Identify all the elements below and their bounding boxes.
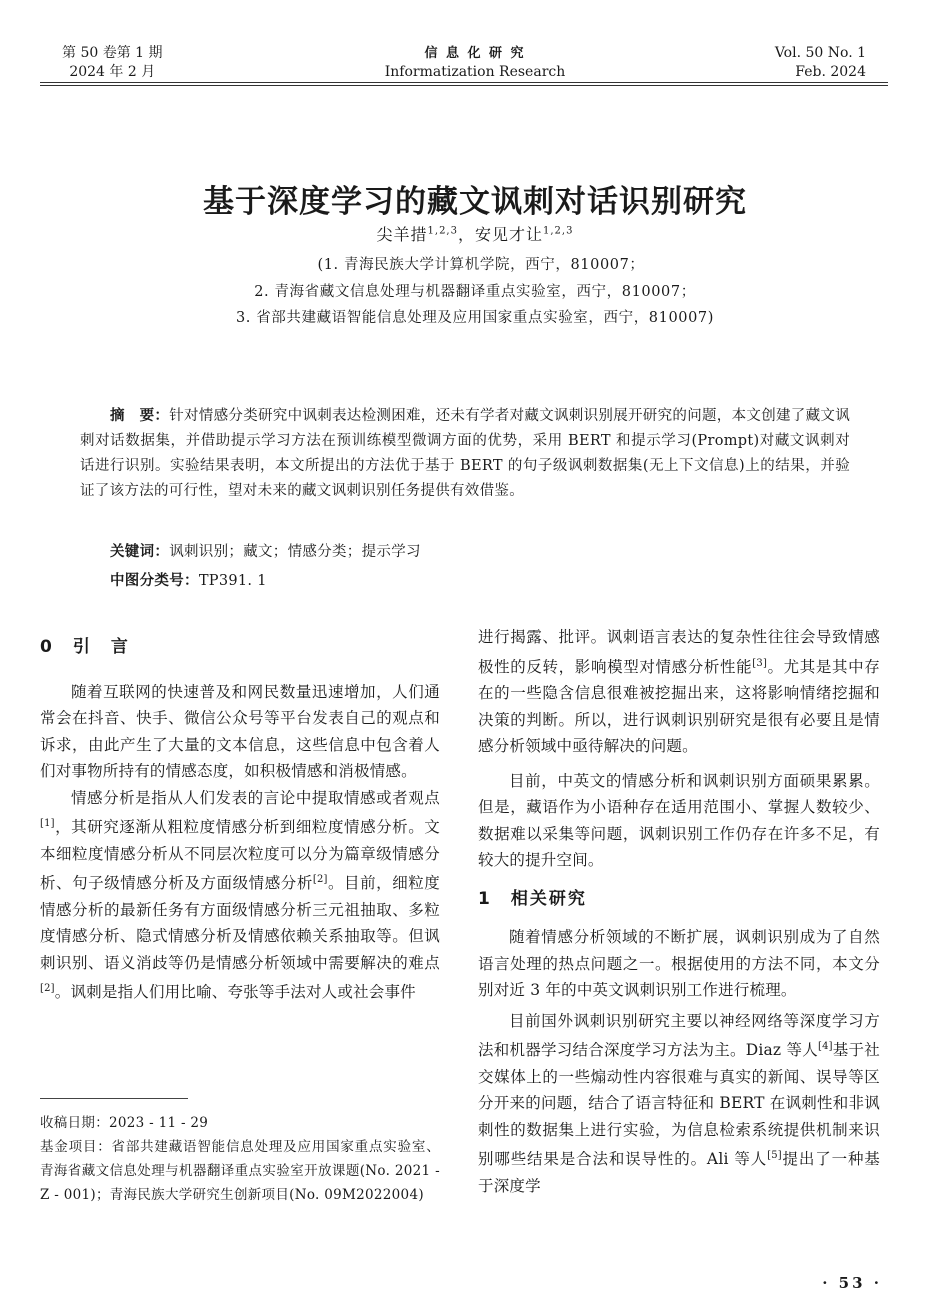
author-affil-sup: 1,2,3	[543, 225, 574, 237]
classification-label: 中图分类号：	[110, 573, 199, 589]
citation-ref-2b[interactable]: [2]	[40, 983, 55, 995]
header-volume-cn-text: 第 50 卷第 1 期	[62, 45, 163, 61]
paper-title: 基于深度学习的藏文讽刺对话识别研究	[203, 184, 747, 220]
footnote-fund: 基金项目：省部共建藏语智能信息处理及应用国家重点实验室、青海省藏文信息处理与机器翻译重点实验室开放课题(No. 2021 - Z - 001)；青海民族大学研究生创新项目(No. 09M2022004)	[40, 1139, 440, 1203]
classification-text: TP391. 1	[198, 573, 267, 589]
section-1-title: 1 相关研究	[478, 888, 587, 909]
left-column	[40, 634, 440, 1006]
header-date-en-text: Feb. 2024	[795, 64, 866, 80]
citation-ref-3[interactable]: [3]	[752, 657, 768, 669]
author-affil-sup: 1,2,3	[427, 225, 458, 237]
right-column	[478, 624, 880, 1199]
right-p0-a: 进行揭露、批评。讽刺语言表达的复杂性往往会导致情感极性的反转，影响模型对情感分析性能	[478, 628, 880, 676]
related-paragraph-1: 随着情感分析领域的不断扩展，讽刺识别成为了自然语言处理的热点问题之一。根据使用的方法不同，本文分别对近 3 年的中英文讽刺识别工作进行梳理。	[478, 928, 880, 1000]
author-separator: ，	[457, 225, 475, 244]
related-p2-c: 提出了一种基于深度学	[478, 1150, 881, 1195]
intro-p2-d: 。讽刺是指人们用比喻、夸张等手法对人或社会事件	[54, 983, 416, 1002]
right-paragraph-1: 目前，中英文的情感分析和讽刺识别方面硕果累累。但是，藏语作为小语种存在适用范围小、掌握人数较少、数据难以采集等问题，讽刺识别工作仍存在许多不足，有较大的提升空间。	[478, 771, 880, 870]
abstract-label: 摘 要：	[110, 408, 170, 424]
citation-ref-2[interactable]: [2]	[312, 874, 328, 886]
header-date-cn-text: 2024 年 2 月	[69, 64, 156, 80]
intro-p2-b: ，其研究逐渐从粗粒度情感分析到细粒度情感分析。文本细粒度情感分析从不同层次粒度可以分为篇章级情感分析、句子级情感分析及方面级情感分析	[40, 818, 440, 893]
intro-paragraph-1: 随着互联网的快速普及和网民数量迅速增加，人们通常会在抖音、快手、微信公众号等平台发表自己的观点和诉求，由此产生了大量的文本信息，这些信息中包含着人们对事物所持有的情感态度，如积极情感和消极情感。	[40, 682, 440, 780]
header-journal-en: Informatization Research	[384, 64, 566, 80]
right-p0-b: 。尤其是其中存在的一些隐含信息很难被挖掘出来，这将影响情绪挖掘和决策的判断。所以，进行讽刺识别研究是很有必要且是情感分析领域中亟待解决的问题。	[478, 657, 881, 756]
affiliation-2: 2. 青海省藏文信息处理与机器翻译重点实验室，西宁，810007；	[254, 284, 696, 300]
abstract	[80, 404, 850, 504]
related-p2-a: 目前国外讽刺识别研究主要以神经网络等深度学习方法和机器学习结合深度学习方法为主。Diaz 等人	[478, 1011, 880, 1060]
affiliation-3: 3. 省部共建藏语智能信息处理及应用国家重点实验室，西宁，810007)	[235, 310, 715, 326]
related-paragraph-2	[478, 1008, 880, 1200]
header-volume-en	[775, 44, 866, 82]
author-name: 安见才让	[475, 225, 544, 244]
keywords-label: 关键词：	[110, 544, 170, 560]
header-journal-cn: 信 息 化 研 究	[424, 46, 526, 61]
intro-p2-c: 。目前，细粒度情感分析的最新任务有方面级情感分析三元祖抽取、多粒度情感分析、隐式情感分析及情感依赖关系抽取等。但讽刺识别、语义消歧等仍是情感分析领域中需要解决的难点	[40, 874, 440, 972]
header-volume-en-text: Vol. 50 No. 1	[774, 45, 866, 61]
related-p2-b: 基于社交媒体上的一些煽动性内容很难与真实的新闻、误导等区分开来的问题，结合了语言特征和 BERT 在讽刺性和非讽刺性的数据集上进行实验，为信息检索系统提供机制来识别哪些结果是合法和误导性的。Ali 等人	[478, 1041, 880, 1169]
citation-ref-4[interactable]: [4]	[817, 1041, 833, 1053]
intro-p2-a: 情感分析是指从人们发表的言论中提取情感或者观点	[71, 788, 440, 807]
footnote-received: 收稿日期：2023 - 11 - 29	[40, 1115, 209, 1131]
keywords-text: 讽刺识别；藏文；情感分类；提示学习	[169, 544, 421, 560]
author-list	[0, 222, 950, 245]
keywords	[110, 540, 421, 561]
right-paragraph-0	[478, 624, 880, 760]
intro-paragraph-2	[40, 785, 440, 1006]
page-number: · 53 ·	[822, 1274, 882, 1292]
citation-ref-1[interactable]: [1]	[40, 818, 55, 829]
header-rule-thick	[40, 82, 888, 83]
header-rule-thin	[40, 85, 888, 86]
footnote	[40, 1111, 440, 1207]
author-name: 尖羊措	[376, 225, 428, 244]
classification-number	[110, 569, 267, 590]
footnote-rule	[40, 1098, 188, 1099]
section-0-title: 0 引 言	[40, 637, 130, 657]
affiliation-1: (1. 青海民族大学计算机学院，西宁，810007；	[317, 257, 645, 273]
abstract-text: 针对情感分类研究中讽刺表达检测困难，还未有学者对藏文讽刺识别展开研究的问题，本文创建了藏文讽刺对话数据集，并借助提示学习方法在预训练模型微调方面的优势，采用 BERT 和提示学习(Prompt)对藏文讽刺对话进行识别。实验结果表明，本文所提出的方法优于基于 BERT 的句子级讽刺数据集(无上下文信息)上的结果，并验证了该方法的可行性，望对未来的藏文讽刺识别任务提供有效借鉴。	[80, 408, 850, 499]
citation-ref-5[interactable]: [5]	[767, 1150, 782, 1162]
